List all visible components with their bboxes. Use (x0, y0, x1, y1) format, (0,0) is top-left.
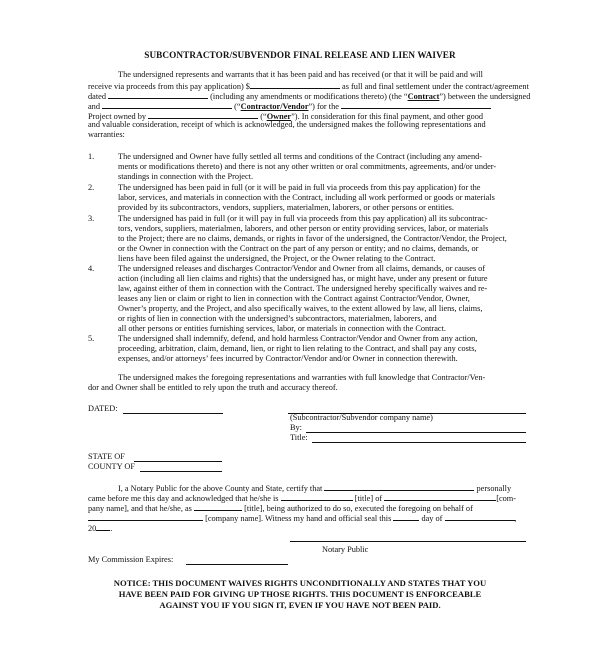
intro-text: dated (88, 92, 106, 101)
intro-text: (“ (260, 112, 267, 121)
contract-term: Contract (407, 92, 440, 101)
amount-blank[interactable] (250, 80, 340, 89)
item-line: The undersigned and Owner have fully settled all terms and conditions of the Contract (including any amend- (118, 152, 483, 161)
item-line: The undersigned has paid in full (or it will pay in full via proceeds from this pay application) all its subcontrac- (118, 214, 488, 223)
notary-public-label: Notary Public (322, 545, 369, 554)
notary-text: [com- (496, 494, 516, 503)
notary-text: 20 (88, 524, 97, 533)
intro-line-7: warranties: (88, 130, 125, 139)
commission-expiry-field[interactable] (186, 564, 288, 565)
item-line: leases any lien or claim or right to lien in connection with the Contract against Contractor/Vendor, Owner, (118, 294, 470, 303)
contractor-blank[interactable] (102, 100, 232, 109)
item-number: 4. (88, 264, 95, 273)
state-label: STATE OF (88, 452, 125, 461)
item-number: 1. (88, 152, 95, 161)
closing-line-2: dor and Owner shall be entitled to rely upon the truth and accuracy thereof. (88, 383, 338, 392)
notary-text: [title], being authorized to do so, executed the foregoing on behalf of (244, 504, 473, 513)
notary-text: , (514, 514, 517, 523)
contract-date-blank[interactable] (108, 90, 208, 99)
intro-text: Project owned by (88, 112, 147, 121)
item-line: standings in connection with the Project. (118, 172, 254, 181)
item-line: to the Project; there are no claims, demands, or rights in favor of the undersigned, the Contractor/Vendor, the Project, (118, 234, 507, 243)
intro-text: (“ (234, 102, 241, 111)
item-line: provided by its subcontractors, vendors, suppliers, materialmen, laborers, or other persons or entities. (118, 203, 454, 212)
company-name-blank[interactable] (88, 512, 203, 521)
notary-signature-field[interactable] (290, 541, 526, 542)
commission-label: My Commission Expires: (88, 555, 174, 564)
item-line: labor, services, and materials in connection with the Contract, including all work performed or goods or materials (118, 193, 495, 202)
item-line: The undersigned has been paid in full (or it will be paid in full via proceeds from this pay application) for the (118, 183, 481, 192)
intro-text: (including any amendments or modifications thereto) (the “ (210, 92, 408, 101)
item-line: tors, vendors, suppliers, materialmen, laborers, and other person or entity providing services, labor, or materials (118, 224, 489, 233)
item-line: liens have been filed against the undersigned, the Project, or the Owner relating to the Contract. (118, 254, 436, 263)
notary-text: [title] of (354, 494, 383, 503)
project-blank[interactable] (341, 100, 491, 109)
by-field[interactable] (306, 432, 526, 433)
notary-text: [company name]. Witness my hand and official seal this (205, 514, 392, 523)
owner-term: Owner (266, 112, 292, 121)
item-line: or rights of lien in connection with the undersigned’s subcontractors, materialmen, laborers, and (118, 314, 437, 323)
notary-text: day of (421, 514, 443, 523)
signer-name-blank[interactable] (324, 482, 474, 491)
item-number: 2. (88, 183, 95, 192)
item-line: expenses, and/or attorneys’ fees incurred by Contractor/Vendor and/or Owner in connection therewith. (118, 354, 458, 363)
month-blank[interactable] (445, 512, 515, 521)
notice-line-1: NOTICE: THIS DOCUMENT WAIVES RIGHTS UNCONDITIONALLY AND STATES THAT YOU (113, 578, 487, 588)
owner-blank[interactable] (148, 110, 258, 119)
notary-text: came before me this day and acknowledged that he/she is (88, 494, 279, 503)
role-blank[interactable] (194, 502, 242, 511)
company-name-label: (Subcontractor/Subvendor company name) (290, 413, 433, 422)
item-line: all other persons or entities furnishing services, labor, or materials in connection with the Contract. (118, 324, 446, 333)
notary-text: . (110, 524, 113, 533)
intro-text: as full and final settlement under the contract/agreement (342, 82, 529, 91)
item-line: proceeding, arbitration, claim, demand, lien, or right to lien relating to the Contract, and shall pay any costs, (118, 344, 477, 353)
item-line: or the Owner in connection with the Contract on the part of any person or entity; and no claims, demands, or (118, 244, 479, 253)
title-field[interactable] (312, 442, 526, 443)
company-blank[interactable] (384, 492, 496, 501)
state-field[interactable] (134, 461, 222, 462)
intro-text: receive via proceeds from this pay application) $ (88, 82, 250, 91)
item-number: 5. (88, 334, 95, 343)
item-line: action (including all lien claims and rights) that the undersigned has, or might have, under any present or future (118, 274, 488, 283)
item-line: The undersigned shall indemnify, defend, and hold harmless Contractor/Vendor and Owner from any action, (118, 334, 478, 343)
by-label: By: (290, 423, 302, 432)
intro-line-6: and valuable consideration, receipt of which is acknowledged, the undersigned makes the following representations and (88, 120, 486, 129)
item-line: The undersigned releases and discharges Contractor/Vendor and Owner from all claims, demands, or causes of (118, 264, 486, 273)
notary-text: I, a Notary Public for the above County and State, certify that (118, 484, 323, 493)
dated-label: DATED: (88, 404, 118, 413)
item-line: ments or modifications thereto) and there is not any other written or oral commitments, agreements, and/or under- (118, 162, 497, 171)
notary-text: pany name], and that he/she, as (88, 504, 192, 513)
dated-field[interactable] (123, 413, 223, 414)
county-label: COUNTY OF (88, 462, 135, 471)
intro-text: ”) between the undersigned (439, 92, 531, 101)
notary-line-5 (88, 522, 112, 534)
notice-line-2: HAVE BEEN PAID FOR GIVING UP THOSE RIGHTS. THIS DOCUMENT IS ENFORCEABLE (118, 589, 482, 599)
intro-text: and (88, 102, 100, 111)
title-label: Title: (290, 433, 308, 442)
notary-text: personally (476, 484, 512, 493)
document-title: SUBCONTRACTOR/SUBVENDOR FINAL RELEASE AND LIEN WAIVER (144, 50, 456, 60)
contractor-vendor-term: Contractor/Vendor (240, 102, 309, 111)
item-line: law, against either of them in connection with the Contract. The undersigned hereby specifically waives and re- (118, 284, 488, 293)
notice-line-3: AGAINST YOU IF YOU SIGN IT, EVEN IF YOU HAVE NOT BEEN PAID. (159, 600, 441, 610)
day-blank[interactable] (393, 512, 419, 521)
year-blank[interactable] (96, 522, 113, 533)
closing-line-1: The undersigned makes the foregoing representations and warranties with full knowledge that Contractor/Ven- (118, 373, 486, 382)
intro-text: ”) for the (308, 102, 339, 111)
item-number: 3. (88, 214, 95, 223)
intro-line-1: The undersigned represents and warrants that it has been paid and has received (or that it will be paid and will (118, 70, 483, 79)
county-field[interactable] (140, 471, 222, 472)
intro-text: ”). In consideration for this final payment, and other good (291, 112, 484, 121)
item-line: Owner’s property, and the Project, and also specifically waives, to the extent allowed by law, all liens, claims, (118, 304, 483, 313)
notary-line-4 (88, 512, 517, 524)
signer-title-blank[interactable] (281, 492, 353, 501)
